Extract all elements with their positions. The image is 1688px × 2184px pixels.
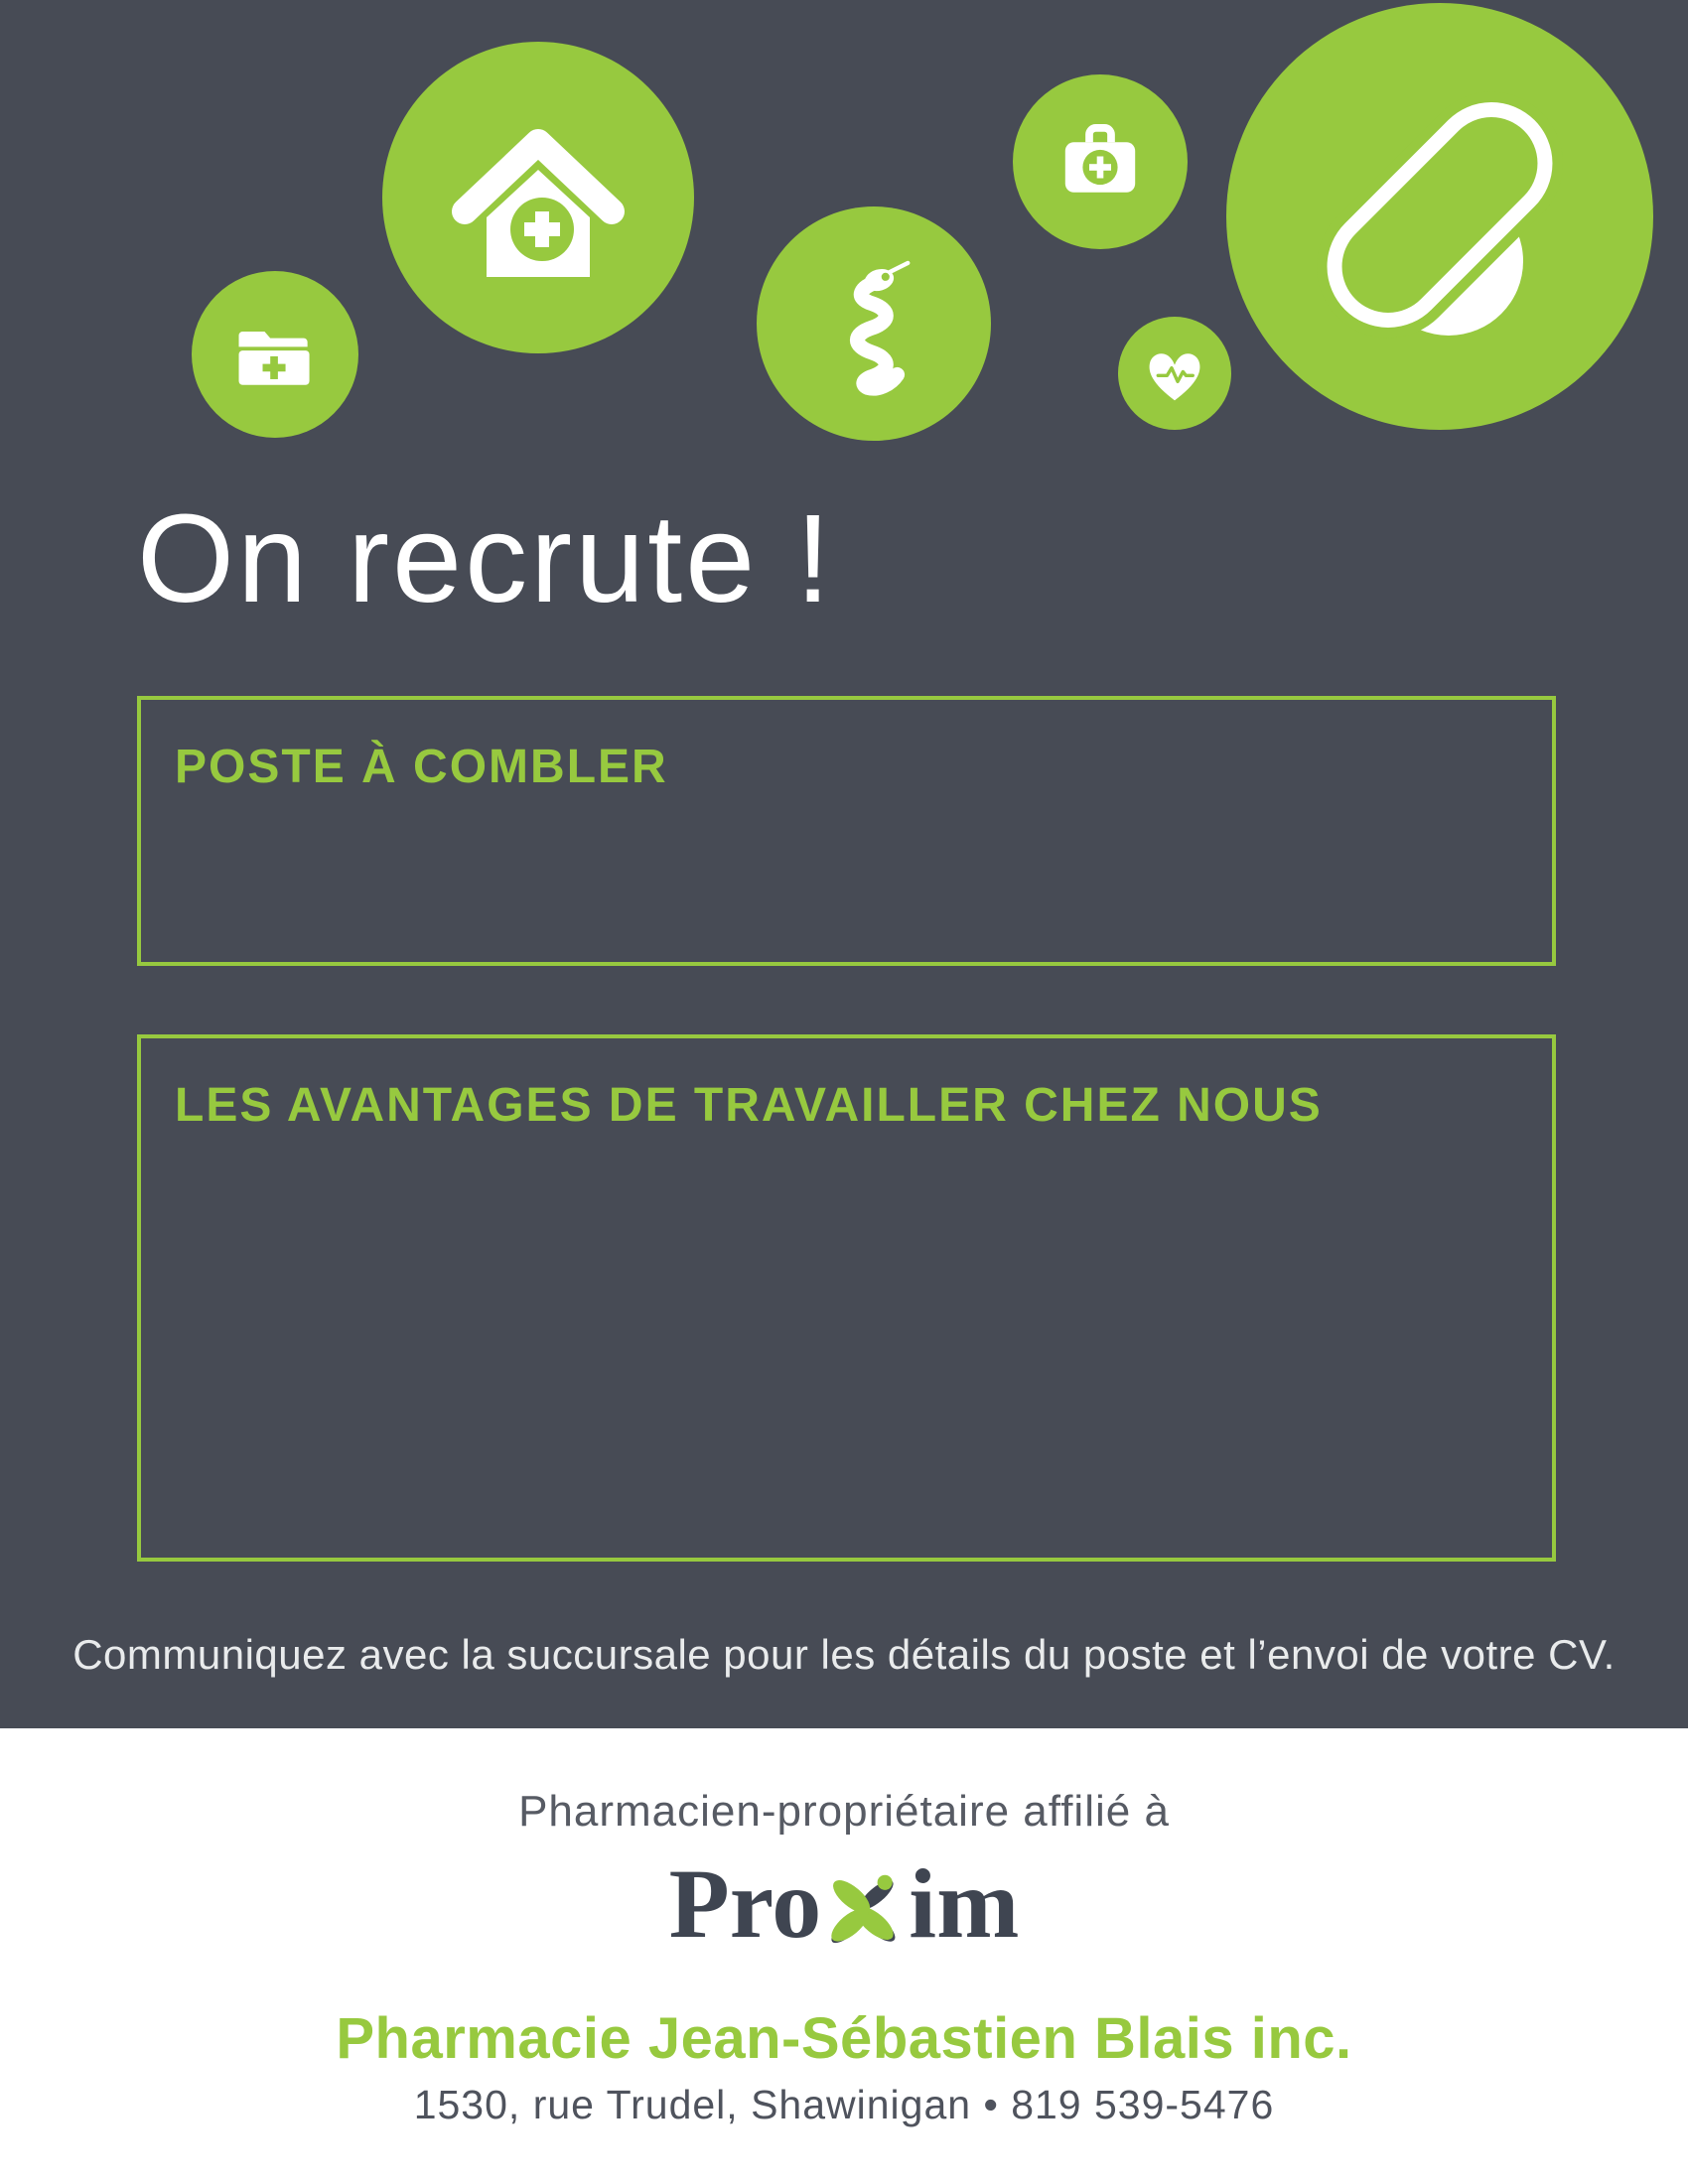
benefits-field-label: LES AVANTAGES DE TRAVAILLER CHEZ NOUS	[175, 1079, 1323, 1132]
logo-text-im: im	[909, 1848, 1020, 1959]
medical-house-icon	[382, 42, 694, 353]
logo-text-pro: Pro	[668, 1848, 822, 1959]
address-line: 1530, rue Trudel, Shawinigan • 819 539-5476	[413, 2082, 1275, 2127]
heart-pulse-icon	[1118, 317, 1231, 430]
folder-plus-icon	[192, 271, 358, 438]
pharmacy-name: Pharmacie Jean-Sébastien Blais inc.	[336, 2006, 1352, 2071]
proxim-x-icon	[823, 1864, 907, 1956]
asclepius-staff-icon	[757, 206, 991, 441]
pill-capsule-icon	[1226, 3, 1653, 430]
contact-note: Communiquez avec la succursale pour les détails du poste et l’envoi de votre CV.	[72, 1631, 1616, 1678]
position-field-box	[137, 696, 1556, 966]
benefits-field-box	[137, 1034, 1556, 1562]
headline: On recrute !	[137, 488, 834, 628]
position-field-label: POSTE À COMBLER	[175, 741, 668, 793]
first-aid-kit-icon	[1013, 74, 1188, 249]
proxim-logo	[0, 1848, 1688, 1960]
affiliation-text: Pharmacien-propriétaire affilié à	[518, 1787, 1170, 1836]
